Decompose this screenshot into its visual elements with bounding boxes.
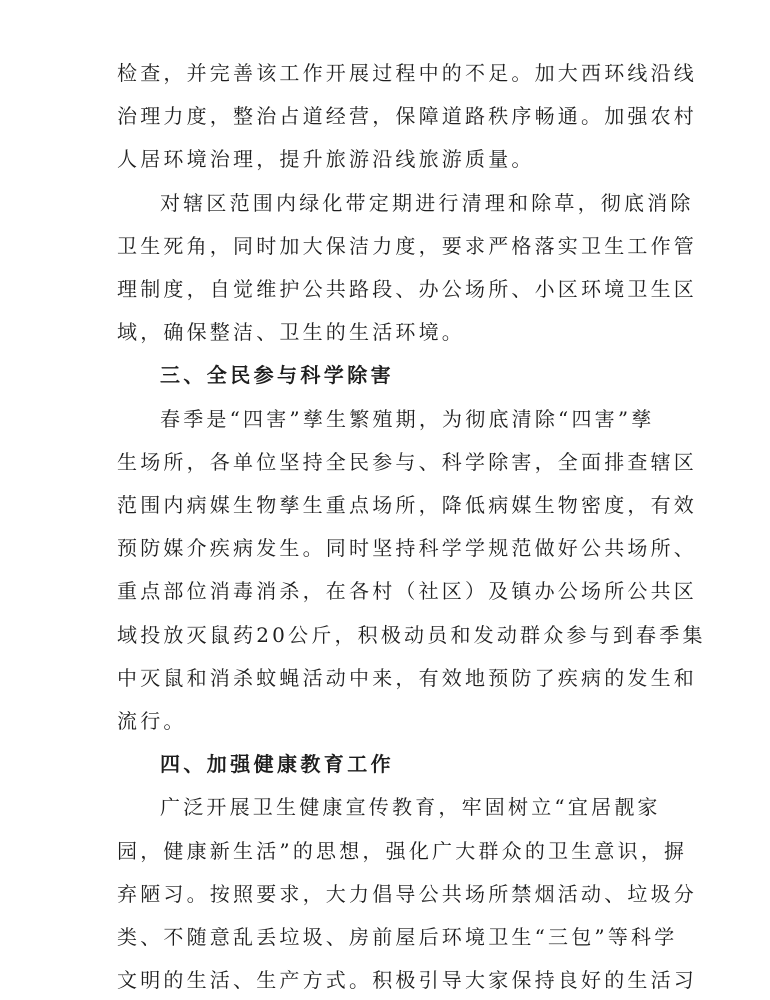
paragraph-line: 域投放灭鼠药20公斤，积极动员和发动群众参与到春季集 [117, 623, 706, 647]
paragraph-line: 域，确保整洁、卫生的生活环境。 [117, 320, 465, 344]
section-heading: 四、加强健康教育工作 [160, 752, 394, 776]
paragraph-line: 卫生死角，同时加大保洁力度，要求严格落实卫生工作管 [117, 234, 697, 258]
paragraph-line: 广泛开展卫生健康宣传教育，牢固树立“宜居靓家 [160, 795, 661, 819]
paragraph-line: 春季是“四害”孳生繁殖期，为彻底清除“四害”孳 [160, 407, 655, 431]
section-heading: 三、全民参与科学除害 [160, 363, 394, 387]
paragraph-line: 类、不随意乱丢垃圾、房前屋后环境卫生“三包”等科学 [117, 925, 678, 949]
paragraph-line: 文明的生活、生产方式。积极引导大家保持良好的生活习 [117, 968, 697, 992]
paragraph-line: 园，健康新生活”的思想，强化广大群众的卫生意识，摒 [117, 839, 688, 863]
paragraph-line: 对辖区范围内绿化带定期进行清理和除草，彻底消除 [160, 191, 694, 215]
paragraph-line: 检查，并完善该工作开展过程中的不足。加大西环线沿线 [117, 61, 697, 85]
paragraph-line: 治理力度，整治占道经营，保障道路秩序畅通。加强农村 [117, 104, 697, 128]
paragraph-line: 预防媒介疾病发生。同时坚持科学学规范做好公共场所、 [117, 536, 697, 560]
paragraph-line: 生场所，各单位坚持全民参与、科学除害，全面排查辖区 [117, 450, 697, 474]
paragraph-line: 弃陋习。按照要求，大力倡导公共场所禁烟活动、垃圾分 [117, 882, 697, 906]
paragraph-line: 范围内病媒生物孳生重点场所，降低病媒生物密度，有效 [117, 493, 697, 517]
paragraph-line: 流行。 [117, 709, 187, 733]
paragraph-line: 人居环境治理，提升旅游沿线旅游质量。 [117, 147, 535, 171]
paragraph-line: 重点部位消毒消杀，在各村（社区）及镇办公场所公共区 [117, 579, 697, 603]
paragraph-line: 理制度，自觉维护公共路段、办公场所、小区环境卫生区 [117, 277, 697, 301]
paragraph-line: 中灭鼠和消杀蚊蝇活动中来，有效地预防了疾病的发生和 [117, 666, 697, 690]
